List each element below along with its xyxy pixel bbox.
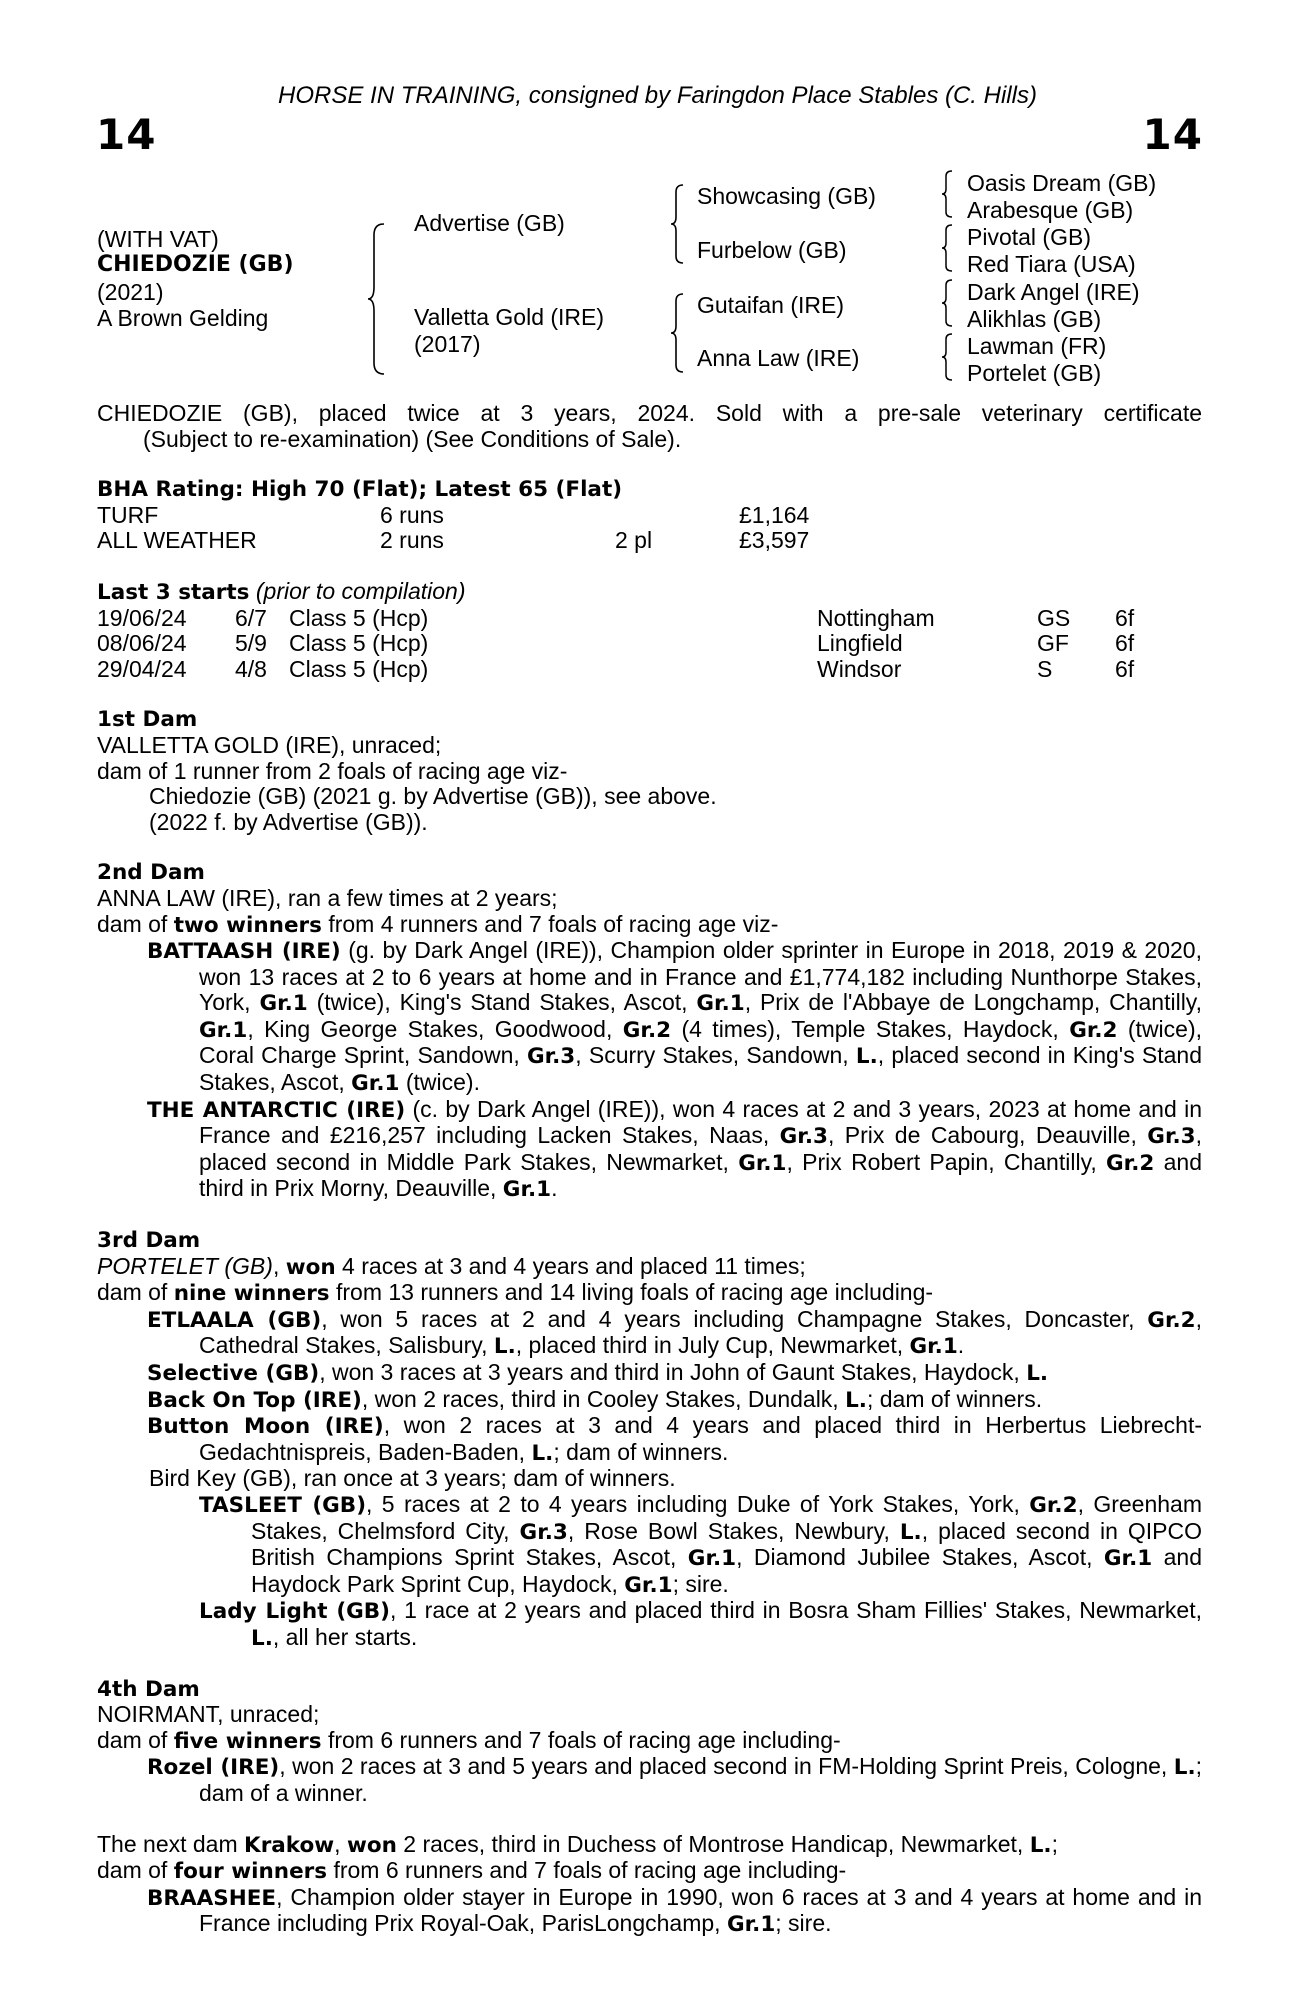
bold-run: ETLAALA (GB) xyxy=(147,1307,322,1333)
first-dam-section xyxy=(97,707,1202,835)
start-going: GS xyxy=(1037,604,1071,631)
bold-run: Gr.1 xyxy=(1103,1546,1153,1572)
text-run: , Prix de Cabourg, Deauville, xyxy=(827,1122,1148,1149)
bold-run: Gr.1 xyxy=(351,1071,400,1097)
bold-run: Gr.2 xyxy=(1147,1307,1196,1333)
produce-battaash xyxy=(97,938,1202,1097)
bold-run: L. xyxy=(1026,1361,1049,1386)
text-run: ; dam of winners. xyxy=(553,1438,729,1465)
rating-prize: £3,597 xyxy=(739,527,810,554)
text-run: ; dam of a winner. xyxy=(199,1753,1203,1806)
start-course: Lingfield xyxy=(817,630,903,657)
text-run: . xyxy=(957,1332,965,1359)
rating-row-aw xyxy=(97,528,1202,554)
text-run: (twice), Coral Charge Sprint, Sandown, xyxy=(199,1015,1203,1069)
third-dam-line xyxy=(97,1254,1202,1281)
text-run: PORTELET (GB) xyxy=(97,1252,273,1279)
text-run: . xyxy=(551,1175,558,1202)
text-run: (g. by Dark Angel (IRE)), Champion older sprinter in Europe in 2018, 2019 & 2020, won 13 races at 2 to 6 years at home and in France and £1,774,182 including Nunthorpe Stakes, York, xyxy=(199,937,1202,1016)
pedigree-brace-g56 xyxy=(941,279,953,327)
third-dam-title: 3rd Dam xyxy=(97,1228,201,1254)
next-dam-produce-line xyxy=(97,1858,1202,1885)
start-distance: 6f xyxy=(1115,604,1135,631)
start-distance: 6f xyxy=(1115,655,1135,682)
next-dam-line xyxy=(97,1832,1202,1859)
text-run: dam of xyxy=(97,910,174,937)
text-run: , King George Stakes, Goodwood, xyxy=(247,1015,623,1042)
text-run: , Greenham Stakes, Chelmsford City, xyxy=(251,1490,1202,1544)
produce-braashee xyxy=(97,1885,1202,1938)
text-run: , won 3 races at 3 years and third in John of Gaunt Stakes, Haydock, xyxy=(319,1359,1027,1385)
text-run: , placed third in July Cup, Newmarket, xyxy=(515,1332,910,1359)
fourth-dam-line: NOIRMANT, unraced; xyxy=(97,1701,320,1728)
next-dam-section xyxy=(97,1832,1202,1938)
rating-runs: 6 runs xyxy=(380,501,444,528)
text-run: dam of xyxy=(97,1279,174,1306)
rating-surface: TURF xyxy=(97,501,159,528)
text-run: , Scurry Stakes, Sandown, xyxy=(575,1042,856,1069)
bold-run: Gr.2 xyxy=(622,1017,672,1043)
start-class: Class 5 (Hcp) xyxy=(289,604,429,631)
text-run: and Haydock Park Sprint Cup, Haydock, xyxy=(251,1544,1203,1597)
first-dam-title: 1st Dam xyxy=(97,707,198,733)
fourth-dam-produce-line xyxy=(97,1728,1202,1755)
text-run: ; sire. xyxy=(775,1910,832,1937)
text-run: 2 races, third in Duchess of Montrose Handicap, Newmarket, xyxy=(396,1830,1030,1857)
grandsire-1: Oasis Dream (GB) xyxy=(967,170,1157,196)
grandsire-2: Pivotal (GB) xyxy=(967,224,1091,250)
bold-run: Gr.1 xyxy=(624,1572,673,1598)
bold-run: Gr.3 xyxy=(526,1044,576,1070)
bold-run: Gr.1 xyxy=(696,991,745,1017)
pedigree-brace-g34 xyxy=(941,224,953,272)
start-date: 08/06/24 xyxy=(97,630,187,657)
text-run: , Prix de l'Abbaye de Longchamp, Chantilly, xyxy=(744,989,1202,1016)
text-run: 4 races at 3 and 4 years and placed 11 times; xyxy=(335,1252,806,1279)
bold-run: L. xyxy=(251,1625,273,1651)
text-run: , won 5 races at 2 and 4 years including Champagne Stakes, Doncaster, xyxy=(321,1305,1148,1332)
rating-row-turf xyxy=(97,503,1202,529)
second-dam-section xyxy=(97,860,1202,1203)
bold-run: Gr.3 xyxy=(519,1519,568,1545)
text-run: dam of xyxy=(97,1726,174,1753)
granddam-3: Alikhlas (GB) xyxy=(967,306,1102,332)
bold-run: Gr.1 xyxy=(726,1912,776,1938)
text-run: from 6 runners and 7 foals of racing age including- xyxy=(321,1726,841,1753)
first-dam-produce: Chiedozie (GB) (2021 g. by Advertise (GB)), see above. xyxy=(149,783,717,810)
produce-etlaala xyxy=(97,1307,1202,1360)
lot-number-left: 14 xyxy=(96,110,157,159)
text-run: , xyxy=(272,1252,286,1279)
fourth-dam-section xyxy=(97,1677,1202,1807)
summary-line-1: CHIEDOZIE (GB), placed twice at 3 years, 2024. Sold with a pre-sale veterinary certificate xyxy=(97,400,1202,426)
granddam-4: Portelet (GB) xyxy=(967,360,1102,386)
rating-title: BHA Rating: High 70 (Flat); Latest 65 (Flat) xyxy=(97,477,623,503)
text-run: , won 2 races, third in Cooley Stakes, Dundalk, xyxy=(361,1385,846,1412)
sire: Advertise (GB) xyxy=(414,210,565,236)
text-run: , Rose Bowl Stakes, Newbury, xyxy=(567,1517,900,1544)
produce-back-on-top xyxy=(97,1387,1202,1414)
bold-run: Gr.1 xyxy=(259,991,308,1017)
first-dam-line: dam of 1 runner from 2 foals of racing age viz- xyxy=(97,757,568,784)
lot-number-right: 14 xyxy=(1142,110,1203,159)
start-going: S xyxy=(1037,655,1053,682)
text-run: ; dam of winners. xyxy=(866,1385,1043,1412)
bold-run: Gr.3 xyxy=(779,1124,828,1150)
bold-run: Back On Top (IRE) xyxy=(147,1387,362,1413)
text-run: , all her starts. xyxy=(272,1623,418,1650)
start-course: Nottingham xyxy=(817,604,935,631)
pedigree-brace-sire xyxy=(670,184,686,264)
pedigree-brace-g78 xyxy=(941,333,953,381)
start-date: 29/04/24 xyxy=(97,655,187,682)
page-header: HORSE IN TRAINING, consigned by Faringdon Place Stables (C. Hills) xyxy=(278,82,1037,109)
text-run: , 5 races at 2 to 4 years including Duke of York Stakes, York, xyxy=(366,1490,1030,1517)
text-run: dam of xyxy=(97,1857,174,1884)
starts-heading xyxy=(97,579,1202,606)
start-class: Class 5 (Hcp) xyxy=(289,630,429,657)
text-run: five winners xyxy=(173,1728,322,1754)
bold-run: Gr.2 xyxy=(1029,1492,1078,1518)
text-run: The next dam xyxy=(97,1830,245,1857)
produce-selective xyxy=(97,1360,1202,1387)
text-run: nine winners xyxy=(173,1281,330,1307)
bold-run: Rozel (IRE) xyxy=(147,1755,280,1781)
bold-run: Gr.1 xyxy=(199,1017,248,1043)
bold-run: THE ANTARCTIC (IRE) xyxy=(147,1097,406,1123)
bold-run: L. xyxy=(899,1519,922,1545)
catalogue-body xyxy=(97,401,1202,1938)
granddam-1: Arabesque (GB) xyxy=(967,197,1134,223)
text-run: four winners xyxy=(173,1859,328,1885)
bold-run: won xyxy=(346,1832,397,1858)
bold-run: BATTAASH (IRE) xyxy=(147,939,341,965)
bold-run: Lady Light (GB) xyxy=(199,1599,391,1625)
sire-sire: Showcasing (GB) xyxy=(697,183,876,209)
fourth-dam-title: 4th Dam xyxy=(97,1676,200,1702)
text-run: from 4 runners and 7 foals of racing age viz- xyxy=(321,910,779,937)
rating-runs: 2 runs xyxy=(380,527,444,554)
start-position: 6/7 xyxy=(235,604,267,631)
text-run: ; sire. xyxy=(672,1570,729,1597)
rating-placed: 2 pl xyxy=(615,527,653,554)
second-dam-title: 2nd Dam xyxy=(97,860,205,886)
starts-title: Last 3 starts xyxy=(97,579,250,605)
start-row xyxy=(97,657,1202,683)
pedigree-brace-dam xyxy=(670,293,686,373)
text-run: (twice). xyxy=(399,1069,480,1096)
produce-button-moon xyxy=(97,1413,1202,1466)
text-run: , Prix Robert Papin, Chantilly, xyxy=(786,1148,1107,1175)
bold-run: Gr.2 xyxy=(1069,1017,1118,1043)
start-distance: 6f xyxy=(1115,630,1135,657)
grandsire-3: Dark Angel (IRE) xyxy=(967,279,1140,305)
text-run: ; xyxy=(1051,1830,1058,1857)
bold-run: Gr.1 xyxy=(909,1334,958,1360)
pedigree-brace-g12 xyxy=(941,170,953,218)
start-course: Windsor xyxy=(817,655,902,682)
bold-run: L. xyxy=(493,1334,516,1360)
produce-the-antarctic xyxy=(97,1097,1202,1203)
sire-dam: Furbelow (GB) xyxy=(697,237,847,263)
text-run: and third in Prix Morny, Deauville, xyxy=(199,1148,1202,1202)
start-row xyxy=(97,631,1202,657)
text-run: , placed second in Middle Park Stakes, Newmarket, xyxy=(199,1122,1202,1175)
horse-name: CHIEDOZIE (GB) xyxy=(97,252,294,277)
rating-prize: £1,164 xyxy=(739,501,810,528)
bold-run: Gr.1 xyxy=(738,1150,787,1176)
first-dam-produce: (2022 f. by Advertise (GB)). xyxy=(149,808,428,835)
bold-run: Gr.1 xyxy=(502,1177,552,1203)
summary-line-2: (Subject to re-examination) (See Conditions of Sale). xyxy=(143,425,682,452)
granddam-2: Red Tiara (USA) xyxy=(967,251,1136,277)
rating-section xyxy=(97,477,1202,554)
start-going: GF xyxy=(1037,630,1069,657)
bold-run: L. xyxy=(845,1387,867,1413)
bold-run: Selective (GB) xyxy=(147,1361,320,1386)
text-run: , xyxy=(334,1830,347,1857)
text-run: , placed second in King's Stand Stakes, Ascot, xyxy=(199,1042,1203,1096)
bold-run: Krakow xyxy=(244,1832,335,1858)
start-position: 5/9 xyxy=(235,630,267,657)
dam-dam: Anna Law (IRE) xyxy=(697,345,860,371)
bold-run: L. xyxy=(855,1044,878,1070)
bold-run: L. xyxy=(1029,1832,1052,1858)
produce-rozel xyxy=(97,1754,1202,1806)
text-run: (c. by Dark Angel (IRE)), won 4 races at 2 and 3 years, 2023 at home and in France and £216,257 including Lacken Stakes, Naas, xyxy=(199,1095,1203,1149)
start-date: 19/06/24 xyxy=(97,604,187,631)
pedigree-brace-main xyxy=(366,223,388,375)
produce-lady-light xyxy=(97,1598,1202,1651)
bold-run: L. xyxy=(531,1440,554,1466)
vat-label: (WITH VAT) xyxy=(97,226,219,252)
start-row xyxy=(97,606,1202,632)
text-run: , won 2 races at 3 and 4 years and placed third in Herbertus Liebrecht-Gedachtnispreis, Baden-Baden, xyxy=(199,1412,1203,1465)
horse-year: (2021) xyxy=(97,279,164,305)
third-dam-section xyxy=(97,1228,1202,1652)
produce-tasleet xyxy=(97,1492,1202,1598)
second-dam-line: ANNA LAW (IRE), ran a few times at 2 years; xyxy=(97,884,558,911)
bold-run: Button Moon (IRE) xyxy=(147,1414,384,1440)
text-run: (4 times), Temple Stakes, Haydock, xyxy=(671,1015,1070,1042)
bold-run: Gr.2 xyxy=(1106,1150,1155,1176)
dam-sire: Gutaifan (IRE) xyxy=(697,292,844,318)
start-class: Class 5 (Hcp) xyxy=(289,655,429,682)
text-run: from 13 runners and 14 living foals of racing age including- xyxy=(329,1279,934,1306)
text-run: (twice), King's Stand Stakes, Ascot, xyxy=(307,989,697,1016)
dam: Valletta Gold (IRE) xyxy=(414,304,605,330)
start-position: 4/8 xyxy=(235,655,267,682)
text-run: two winners xyxy=(173,912,322,938)
second-dam-produce-line xyxy=(97,912,1202,939)
starts-subtitle: (prior to compilation) xyxy=(255,577,466,604)
bold-run: Gr.1 xyxy=(687,1546,737,1572)
text-run: , 1 race at 2 years and placed third in Bosra Sham Fillies' Stakes, Newmarket, xyxy=(390,1597,1202,1624)
rating-surface: ALL WEATHER xyxy=(97,527,257,554)
first-dam-line: VALLETTA GOLD (IRE), unraced; xyxy=(97,731,442,758)
text-run: , won 2 races at 3 and 5 years and placed second in FM-Holding Sprint Preis, Cologne, xyxy=(279,1753,1174,1780)
bold-run: L. xyxy=(1173,1755,1196,1781)
text-run: , Diamond Jubilee Stakes, Ascot, xyxy=(736,1544,1104,1571)
dam-year: (2017) xyxy=(414,331,481,357)
text-run: from 6 runners and 7 foals of racing age including- xyxy=(327,1857,847,1884)
third-dam-produce-line xyxy=(97,1280,1202,1307)
text-run: , Cathedral Stakes, Salisbury, xyxy=(199,1305,1202,1359)
text-run: , placed second in QIPCO British Champions Sprint Stakes, Ascot, xyxy=(251,1517,1202,1571)
grandsire-4: Lawman (FR) xyxy=(967,333,1107,359)
horse-description: A Brown Gelding xyxy=(97,305,269,331)
produce-bird-key: Bird Key (GB), ran once at 3 years; dam of winners. xyxy=(149,1465,676,1492)
text-run: won xyxy=(285,1254,336,1280)
text-run: , Champion older stayer in Europe in 1990, won 6 races at 3 and 4 years at home and in France including Prix Royal-Oak, ParisLongchamp, xyxy=(199,1883,1202,1937)
bold-run: TASLEET (GB) xyxy=(199,1492,367,1518)
starts-section xyxy=(97,579,1202,682)
bold-run: BRAASHEE xyxy=(147,1885,277,1911)
bold-run: Gr.3 xyxy=(1147,1124,1196,1150)
